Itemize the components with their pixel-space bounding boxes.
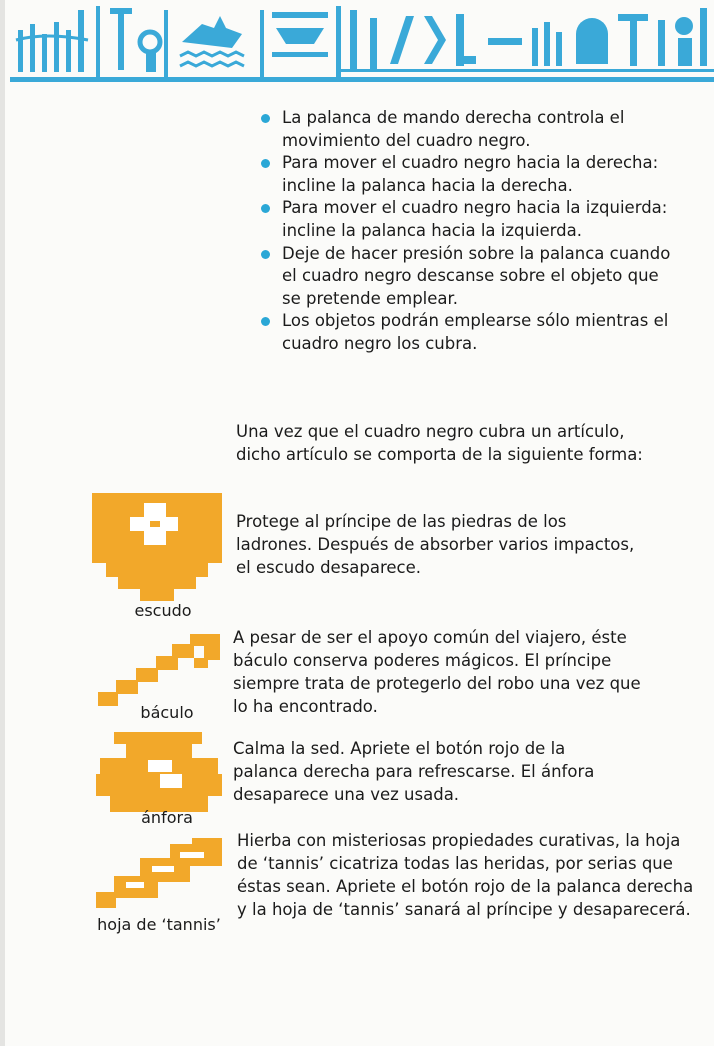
hieroglyph-header — [10, 0, 714, 92]
item-description-shield: Protege al príncipe de las piedras de los ladrones. Después de absorber varios impactos, el escudo desaparece. — [236, 512, 635, 577]
shield-icon — [92, 493, 222, 601]
item-label-tannis: hoja de ‘tannis’ — [97, 915, 221, 934]
amphora-icon — [96, 732, 222, 812]
bullet-icon — [261, 317, 270, 326]
item-label-shield: escudo — [134, 601, 192, 620]
bullet-icon — [261, 114, 270, 123]
list-item: Los objetos podrán emplearse sólo mientras el cuadro negro los cubra. — [258, 310, 678, 355]
bullet-icon — [261, 159, 270, 168]
page-edge — [0, 0, 5, 1046]
list-item: Deje de hacer presión sobre la palanca cuando el cuadro negro descanse sobre el objeto que se pretende emplear. — [258, 243, 678, 311]
item-description-amphora: Calma la sed. Apriete el botón rojo de la palanca derecha para refrescarse. El ánfora desaparece una vez usada. — [233, 739, 595, 804]
item-description-staff: A pesar de ser el apoyo común del viajero, éste báculo conserva poderes mágicos. El príncipe siempre trata de protegerlo del robo una vez que lo ha encontrado. — [233, 628, 641, 716]
list-item: Para mover el cuadro negro hacia la izquierda: incline la palanca hacia la izquierda. — [258, 197, 678, 242]
tannis-leaf-icon — [96, 838, 222, 914]
items-intro: Una vez que el cuadro negro cubra un artículo, dicho artículo se comporta de la siguiente forma: — [236, 422, 643, 464]
controls-list — [258, 107, 678, 356]
list-item: La palanca de mando derecha controla el movimiento del cuadro negro. — [258, 107, 678, 152]
item-label-staff: báculo — [140, 703, 194, 722]
list-item: Para mover el cuadro negro hacia la derecha: incline la palanca hacia la derecha. — [258, 152, 678, 197]
bullet-icon — [261, 204, 270, 213]
bullet-icon — [261, 250, 270, 259]
hieroglyph-band-icon — [10, 0, 714, 92]
item-description-tannis: Hierba con misteriosas propiedades curativas, la hoja de ‘tannis’ cicatriza todas las heridas, por serias que éstas sean. Apriete el botón rojo de la palanca derecha y la hoja de ‘tannis’ sanará al príncipe y desaparecerá. — [237, 831, 694, 919]
staff-icon — [98, 634, 222, 708]
item-label-amphora: ánfora — [141, 808, 193, 827]
